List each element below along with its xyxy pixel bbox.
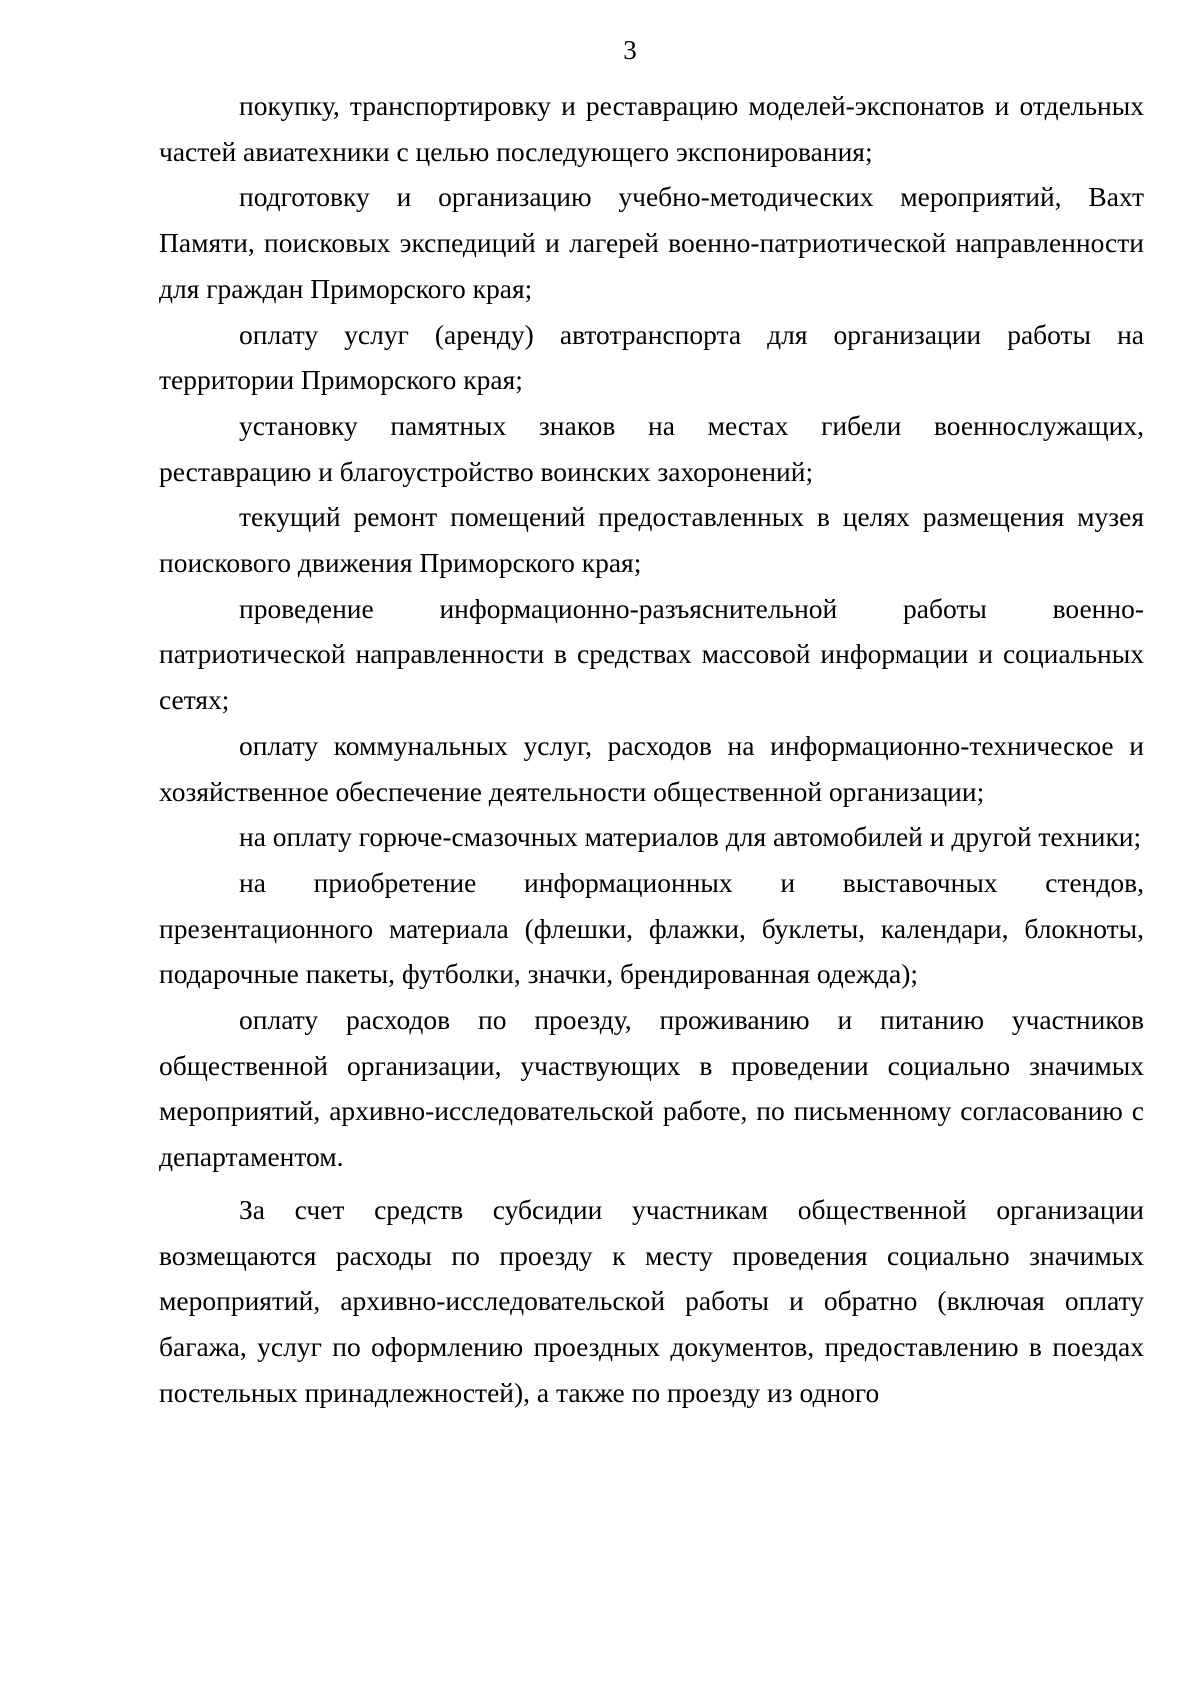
paragraph: проведение информационно-разъяснительной работы военно-патриотической направленности в средствах массовой информации и социальных сетях; (159, 592, 1144, 716)
paragraph: текущий ремонт помещений предоставленных в целях размещения музея поискового движения Приморского края; (159, 501, 1144, 579)
paragraph: на приобретение информационных и выставочных стендов, презентационного материала (флешки, флажки, буклеты, календари, блокноты, подарочные пакеты, футболки, значки, брендированная одежда); (159, 866, 1144, 990)
paragraph: оплату расходов по проезду, проживанию и питанию участников общественной организации, участвующих в проведении социально значимых мероприятий, архивно-исследовательской работе, по письменному согласованию с департаментом. (159, 1004, 1144, 1173)
paragraph: на оплату горюче-смазочных материалов для автомобилей и другой техники; (239, 821, 1142, 853)
paragraph: покупку, транспортировку и реставрацию моделей-экспонатов и отдельных частей авиатехники с целью последующего экспонирования; (159, 90, 1144, 167)
paragraph: За счет средств субсидии участникам общественной организации возмещаются расходы по проезду к месту проведения социально значимых мероприятий, архивно-исследовательской работы и обратно (включая оплату багажа, услуг по оформлению проездных документов, предоставлению в поездах постельных принадлежностей), а также по проезду из одного (159, 1193, 1144, 1408)
paragraph: оплату услуг (аренду) автотранспорта для организации работы на территории Приморского края; (159, 318, 1144, 396)
document-body (159, 83, 1144, 1415)
paragraph: установку памятных знаков на местах гибели военнослужащих, реставрацию и благоустройство воинских захоронений; (159, 409, 1144, 487)
page-number: 3 (623, 35, 637, 65)
paragraph: подготовку и организацию учебно-методических мероприятий, Вахт Памяти, поисковых экспедиций и лагерей военно-патриотической направленности для граждан Приморского края; (159, 181, 1144, 304)
paragraph: оплату коммунальных услуг, расходов на информационно-техническое и хозяйственное обеспечение деятельности общественной организации; (159, 729, 1144, 807)
